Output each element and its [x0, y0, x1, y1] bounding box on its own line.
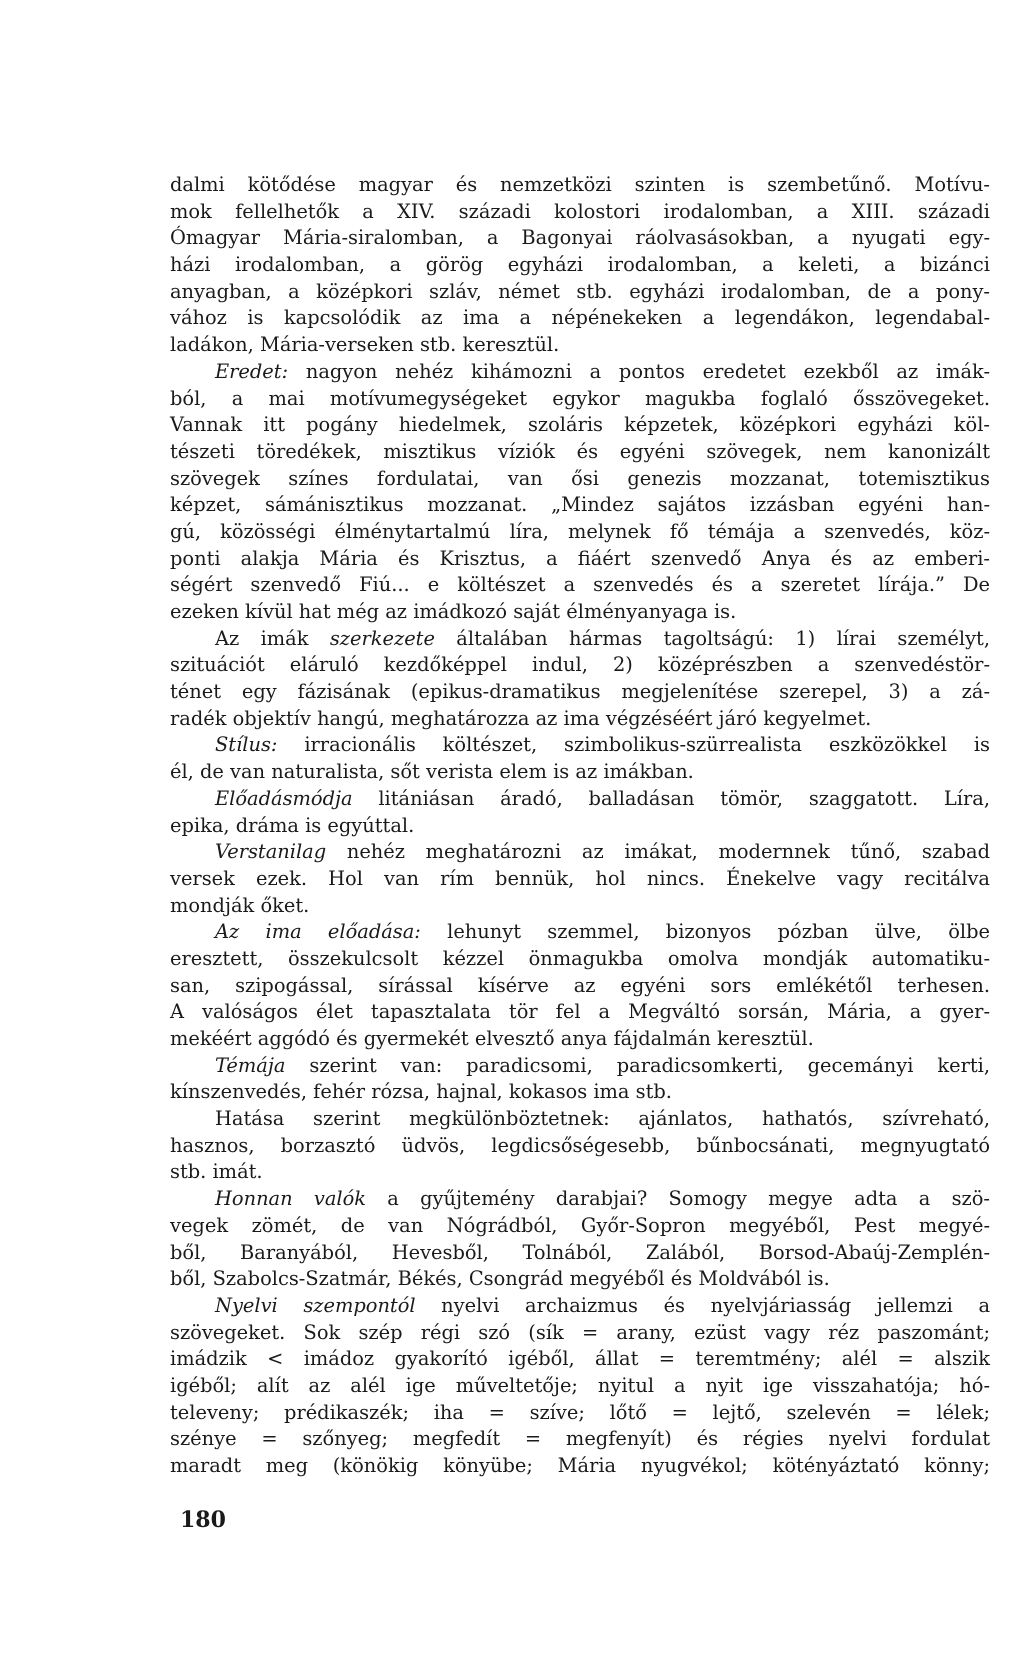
text-line [170, 893, 990, 920]
italic-term: Eredet: [215, 359, 289, 383]
text-segment: nehéz meghatározni az imákat, modernnek tűnő, szabad [326, 840, 990, 864]
text-segment: A valóságos élet tapasztalata tör fel a Megváltó sorsán, Mária, a gyer- [170, 1000, 990, 1024]
text-line [170, 946, 990, 973]
text-segment: nyelvi archaizmus és nyelvjáriasság jellemzi a [415, 1293, 990, 1317]
text-line [170, 1053, 990, 1080]
text-line [170, 1186, 990, 1213]
text-line [170, 999, 990, 1026]
text-line [170, 439, 990, 466]
text-segment: eresztett, összekulcsolt kézzel önmagukba omolva mondják automatiku- [170, 946, 990, 970]
text-line [170, 1159, 990, 1186]
text-segment: Ómagyar Mária-siralomban, a Bagonyai ráolvasásokban, a nyugati egy- [170, 226, 990, 250]
text-line [170, 359, 990, 386]
text-line [170, 679, 990, 706]
text-line [170, 1373, 990, 1400]
text-segment: mekéért aggódó és gyermekét elvesztő anya fájdalmán keresztül. [170, 1027, 814, 1050]
italic-term: szerkezete [329, 626, 435, 650]
italic-term: Előadásmódja [215, 786, 353, 810]
text-line [170, 1213, 990, 1240]
page-number: 180 [180, 1507, 226, 1533]
page-text [170, 172, 990, 1480]
text-line [170, 1266, 990, 1293]
text-line [170, 839, 990, 866]
text-line [170, 706, 990, 733]
text-segment: ból, a mai motívumegységeket egykor magukba foglaló ősszövegeket. [170, 386, 990, 410]
italic-term: Témája [215, 1053, 286, 1077]
text-segment: epika, dráma is egyúttal. [170, 813, 415, 837]
text-line [170, 599, 990, 626]
text-line [170, 732, 990, 759]
text-segment: Az imák [215, 626, 330, 650]
text-segment: lehunyt szemmel, bizonyos pózban ülve, ölbe [420, 920, 990, 944]
text-segment: versek ezek. Hol van rím bennük, hol nincs. Énekelve vagy recitálva [170, 866, 990, 890]
text-segment: szövegeket. Sok szép régi szó (sík = arany, ezüst vagy réz paszománt; [170, 1320, 990, 1344]
text-line [170, 1320, 990, 1347]
text-segment: mondják őket. [170, 893, 310, 917]
text-segment: litániásan áradó, balladásan tömör, szaggatott. Líra, [352, 786, 990, 810]
text-line [170, 252, 990, 279]
text-segment: Vannak itt pogány hiedelmek, szoláris képzetek, középkori egyházi köl- [170, 413, 990, 437]
text-segment: szénye = szőnyeg; megfedít = megfenyít) és régies nyelvi fordulat [170, 1427, 990, 1451]
text-segment: kínszenvedés, fehér rózsa, hajnal, kokasos ima stb. [170, 1080, 672, 1104]
text-line [170, 973, 990, 1000]
text-line [170, 412, 990, 439]
text-segment: stb. imát. [170, 1160, 263, 1184]
text-line [170, 199, 990, 226]
text-line [170, 1293, 990, 1320]
text-segment: ladákon, Mária-verseken stb. keresztül. [170, 333, 560, 357]
text-line [170, 572, 990, 599]
text-line [170, 466, 990, 493]
text-line [170, 386, 990, 413]
italic-term: Nyelvi szempontól [215, 1293, 416, 1317]
text-line [170, 813, 990, 840]
text-segment: irracionális költészet, szimbolikus-szürrealista eszközökkel is [277, 733, 990, 757]
text-line [170, 1346, 990, 1373]
text-line [170, 1079, 990, 1106]
italic-term: Verstanilag [215, 840, 327, 864]
text-segment: tészeti töredékek, misztikus víziók és egyéni szövegek, nem kanonizált [170, 439, 990, 463]
text-line [170, 1400, 990, 1427]
text-segment: házi irodalomban, a görög egyházi irodalomban, a keleti, a bizánci [170, 253, 990, 277]
text-segment: képzet, sámánisztikus mozzanat. „Mindez sajátos izzásban egyéni han- [170, 493, 990, 517]
text-line [170, 519, 990, 546]
text-segment: ponti alakja Mária és Krisztus, a fiáért szenvedő Anya és az emberi- [170, 546, 990, 570]
text-segment: vegek zömét, de van Nógrádból, Győr-Sopron megyéből, Pest megyé- [170, 1213, 990, 1237]
text-segment: radék objektív hangú, meghatározza az ima végzéséért járó kegyelmet. [170, 706, 872, 730]
text-segment: ből, Szabolcs-Szatmár, Békés, Csongrád megyéből és Moldvából is. [170, 1267, 830, 1291]
text-segment: általában hármas tagoltságú: 1) lírai személyt, [434, 626, 990, 650]
text-line [170, 332, 990, 359]
text-segment: maradt meg (könökig könyübe; Mária nyugvékol; kötényáztató könny; [170, 1454, 990, 1477]
text-line [170, 1453, 990, 1480]
text-line [170, 759, 990, 786]
text-segment: ezeken kívül hat még az imádkozó saját élményanyaga is. [170, 600, 737, 623]
text-segment: szövegek színes fordulatai, van ősi genezis mozzanat, totemisztikus [170, 466, 990, 490]
text-segment: dalmi kötődése magyar és nemzetközi szinten is szembetűnő. Motívu- [170, 173, 990, 196]
text-line [170, 546, 990, 573]
text-line [170, 1106, 990, 1133]
text-segment: ténet egy fázisának (epikus-dramatikus megjelenítése szerepel, 3) a zá- [170, 680, 990, 704]
text-segment: nagyon nehéz kihámozni a pontos eredetet ezekből az imák- [288, 359, 990, 383]
italic-term: Honnan valók [215, 1187, 367, 1211]
text-line [170, 225, 990, 252]
text-segment: szerint van: paradicsomi, paradicsomkerti, gecemányi kerti, [285, 1053, 990, 1077]
text-line [170, 492, 990, 519]
text-line [170, 1026, 990, 1053]
text-line [170, 919, 990, 946]
text-segment: a gyűjtemény darabjai? Somogy megye adta a szö- [366, 1187, 990, 1211]
text-line [170, 1240, 990, 1267]
italic-term: Az ima előadása: [215, 920, 421, 944]
text-line [170, 652, 990, 679]
text-line [170, 786, 990, 813]
text-line [170, 172, 990, 199]
text-segment: szituációt eláruló kezdőképpel indul, 2) középrészben a szenvedéstör- [170, 653, 990, 677]
text-segment: vához is kapcsolódik az ima a népénekeken a legendákon, legendabal- [170, 306, 990, 330]
text-segment: ségért szenvedő Fiú... e költészet a szenvedés és a szeretet lírája.” De [170, 573, 990, 597]
text-segment: hasznos, borzasztó üdvös, legdicsőségesebb, bűnbocsánati, megnyugtató [170, 1133, 990, 1157]
text-segment: mok fellelhetők a XIV. századi kolostori irodalomban, a XIII. századi [170, 199, 990, 223]
text-segment: anyagban, a középkori szláv, német stb. egyházi irodalomban, de a pony- [170, 279, 990, 303]
text-line [170, 866, 990, 893]
text-segment: san, szipogással, sírással kísérve az egyéni sors emlékétől terhesen. [170, 973, 990, 997]
text-line [170, 626, 990, 653]
text-line [170, 1133, 990, 1160]
text-segment: gú, közösségi élménytartalmú líra, melynek fő témája a szenvedés, köz- [170, 519, 990, 543]
text-segment: imádzik < imádoz gyakorító igéből, állat = teremtmény; alél = alszik [170, 1347, 990, 1371]
text-segment: igéből; alít az alél ige műveltetője; nyitul a nyit ige visszahatója; hó- [170, 1373, 990, 1397]
italic-term: Stílus: [215, 733, 278, 757]
text-line [170, 1426, 990, 1453]
text-segment: televeny; prédikaszék; iha = szíve; lőtő = lejtő, szelevén = lélek; [170, 1400, 990, 1424]
text-segment: él, de van naturalista, sőt verista elem is az imákban. [170, 760, 694, 784]
text-line [170, 305, 990, 332]
text-line [170, 279, 990, 306]
text-segment: ből, Baranyából, Hevesből, Tolnából, Zalából, Borsod-Abaúj-Zemplén- [170, 1240, 990, 1264]
text-segment: Hatása szerint megkülönböztetnek: ajánlatos, hathatós, szívreható, [215, 1107, 990, 1131]
